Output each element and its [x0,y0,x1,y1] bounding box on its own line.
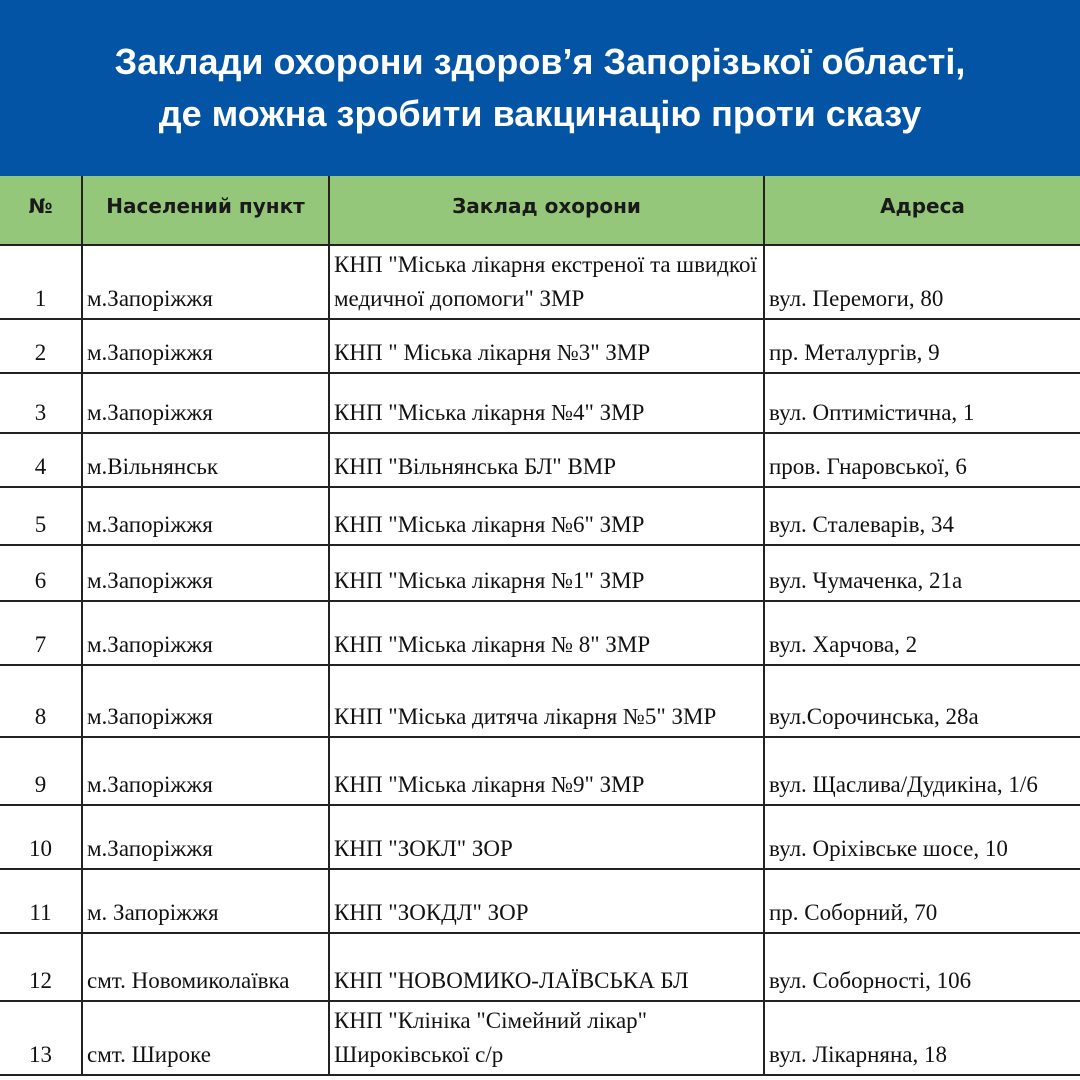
row-facility: КНП "Міська лікарня №1" ЗМР [329,545,764,601]
row-number: 9 [0,737,82,805]
row-number: 12 [0,933,82,1001]
row-number: 11 [0,869,82,933]
table-row [0,319,1080,373]
row-facility: КНП "Міська лікарня №9" ЗМР [329,737,764,805]
row-facility: КНП "Міська лікарня №6" ЗМР [329,487,764,545]
table-row [0,737,1080,805]
row-address: пр. Соборний, 70 [764,869,1080,933]
title-line-1: Заклади охорони здоров’я Запорізької області, [114,41,966,82]
title-banner [0,0,1080,176]
row-facility: КНП " Міська лікарня №3" ЗМР [329,319,764,373]
row-facility: КНП "Міська лікарня № 8" ЗМР [329,601,764,665]
row-address: вул. Сталеварів, 34 [764,487,1080,545]
column-header-facility: Заклад охорони [329,176,764,245]
row-facility: КНП "Міська лікарня екстреної та швидкої медичної допомоги" ЗМР [329,245,764,319]
table-row [0,373,1080,433]
column-header-address: Адреса [764,176,1080,245]
table-row [0,805,1080,869]
table-row [0,933,1080,1001]
row-address: пров. Гнаровської, 6 [764,433,1080,487]
row-city: м.Запоріжжя [82,487,329,545]
row-address: вул. Щаслива/Дудикіна, 1/6 [764,737,1080,805]
title-line-2: де можна зробити вакцинацію проти сказу [158,93,922,134]
column-header-city: Населений пункт [82,176,329,245]
row-city: м.Запоріжжя [82,665,329,737]
table-row [0,869,1080,933]
row-city: м.Запоріжжя [82,545,329,601]
clinics-table [0,176,1080,1076]
row-city: м.Вільнянськ [82,433,329,487]
row-address: вул. Оптимістична, 1 [764,373,1080,433]
row-number: 13 [0,1001,82,1075]
row-facility: КНП "Міська лікарня №4" ЗМР [329,373,764,433]
row-number: 4 [0,433,82,487]
row-city: м.Запоріжжя [82,373,329,433]
table-row [0,245,1080,319]
row-address: вул. Чумаченка, 21а [764,545,1080,601]
row-city: м.Запоріжжя [82,319,329,373]
row-city: смт. Новомиколаївка [82,933,329,1001]
row-address: вул. Перемоги, 80 [764,245,1080,319]
row-address: вул. Харчова, 2 [764,601,1080,665]
row-facility: КНП "Клініка "Сімейний лікар" Широківської с/р [329,1001,764,1075]
row-city: м. Запоріжжя [82,869,329,933]
row-number: 3 [0,373,82,433]
row-address: пр. Металургів, 9 [764,319,1080,373]
row-number: 10 [0,805,82,869]
row-number: 5 [0,487,82,545]
table-row [0,545,1080,601]
row-city: м.Запоріжжя [82,805,329,869]
row-number: 7 [0,601,82,665]
table-header-row [0,176,1080,245]
table-row [0,665,1080,737]
table-row [0,601,1080,665]
row-address: вул. Соборності, 106 [764,933,1080,1001]
row-facility: КНП "ЗОКЛ" ЗОР [329,805,764,869]
table-row [0,1001,1080,1075]
row-facility: КНП "Міська дитяча лікарня №5" ЗМР [329,665,764,737]
row-city: м.Запоріжжя [82,737,329,805]
row-number: 1 [0,245,82,319]
row-number: 8 [0,665,82,737]
row-facility: КНП "Вільнянська БЛ" ВМР [329,433,764,487]
row-city: смт. Широке [82,1001,329,1075]
row-address: вул.Сорочинська, 28а [764,665,1080,737]
row-address: вул. Лікарняна, 18 [764,1001,1080,1075]
column-header-number: № [0,176,82,245]
row-number: 6 [0,545,82,601]
row-city: м.Запоріжжя [82,601,329,665]
table-row [0,487,1080,545]
row-city: м.Запоріжжя [82,245,329,319]
row-facility: КНП "НОВОМИКО-ЛАЇВСЬКА БЛ [329,933,764,1001]
row-facility: КНП "ЗОКДЛ" ЗОР [329,869,764,933]
row-address: вул. Оріхівське шосе, 10 [764,805,1080,869]
table-row [0,433,1080,487]
row-number: 2 [0,319,82,373]
